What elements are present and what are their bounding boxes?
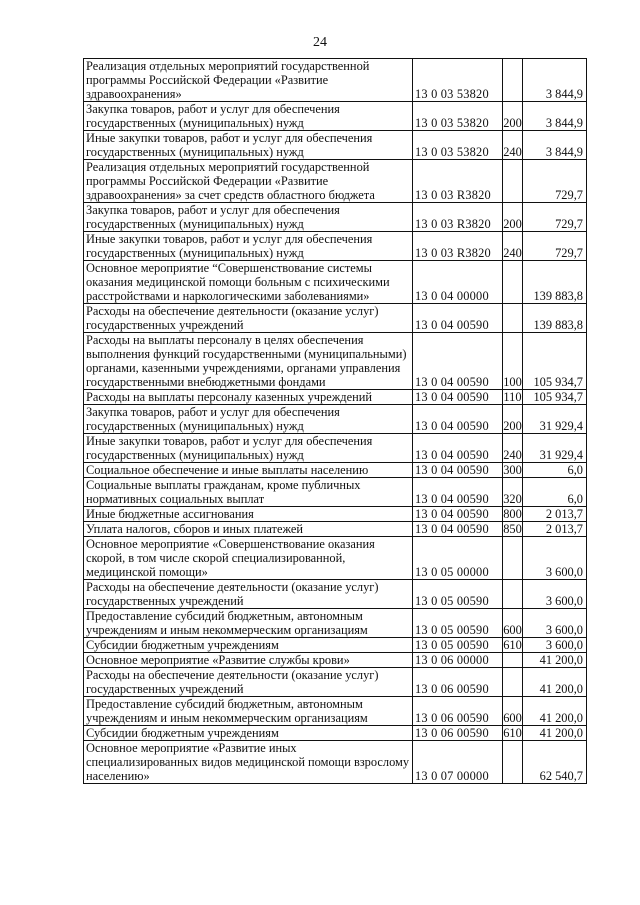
row-amount: 41 200,0 bbox=[523, 726, 587, 741]
row-name: Субсидии бюджетным учреждениям bbox=[84, 726, 413, 741]
row-name: Расходы на обеспечение деятельности (оказание услуг) государственных учреждений bbox=[84, 580, 413, 609]
row-expense-type bbox=[503, 261, 523, 304]
row-target-code: 13 0 03 R3820 bbox=[413, 203, 503, 232]
row-expense-type: 320 bbox=[503, 478, 523, 507]
row-target-code: 13 0 05 00000 bbox=[413, 537, 503, 580]
table-row bbox=[84, 609, 587, 638]
row-name: Уплата налогов, сборов и иных платежей bbox=[84, 522, 413, 537]
row-name: Социальное обеспечение и иные выплаты населению bbox=[84, 463, 413, 478]
row-expense-type bbox=[503, 59, 523, 102]
row-target-code: 13 0 04 00000 bbox=[413, 261, 503, 304]
row-name: Иные закупки товаров, работ и услуг для обеспечения государственных (муниципальных) нужд bbox=[84, 131, 413, 160]
row-name: Закупка товаров, работ и услуг для обеспечения государственных (муниципальных) нужд bbox=[84, 405, 413, 434]
table-row bbox=[84, 653, 587, 668]
row-name: Закупка товаров, работ и услуг для обеспечения государственных (муниципальных) нужд bbox=[84, 102, 413, 131]
row-expense-type: 600 bbox=[503, 609, 523, 638]
table-row bbox=[84, 434, 587, 463]
row-name: Иные закупки товаров, работ и услуг для обеспечения государственных (муниципальных) нужд bbox=[84, 434, 413, 463]
table-row bbox=[84, 580, 587, 609]
row-name: Социальные выплаты гражданам, кроме публичных нормативных социальных выплат bbox=[84, 478, 413, 507]
row-name: Расходы на обеспечение деятельности (оказание услуг) государственных учреждений bbox=[84, 304, 413, 333]
row-name: Иные закупки товаров, работ и услуг для обеспечения государственных (муниципальных) нужд bbox=[84, 232, 413, 261]
row-amount: 3 600,0 bbox=[523, 609, 587, 638]
table-row bbox=[84, 463, 587, 478]
row-name: Субсидии бюджетным учреждениям bbox=[84, 638, 413, 653]
row-amount: 729,7 bbox=[523, 203, 587, 232]
table-row bbox=[84, 160, 587, 203]
table-row bbox=[84, 102, 587, 131]
row-target-code: 13 0 03 R3820 bbox=[413, 160, 503, 203]
row-expense-type: 240 bbox=[503, 232, 523, 261]
row-target-code: 13 0 04 00590 bbox=[413, 522, 503, 537]
row-amount: 41 200,0 bbox=[523, 653, 587, 668]
table-row bbox=[84, 405, 587, 434]
row-amount: 139 883,8 bbox=[523, 304, 587, 333]
table-row bbox=[84, 638, 587, 653]
row-amount: 62 540,7 bbox=[523, 741, 587, 784]
row-target-code: 13 0 06 00590 bbox=[413, 726, 503, 741]
row-name: Расходы на выплаты персоналу казенных учреждений bbox=[84, 390, 413, 405]
row-amount: 3 600,0 bbox=[523, 638, 587, 653]
table-row bbox=[84, 59, 587, 102]
row-expense-type: 610 bbox=[503, 638, 522, 652]
row-name: Основное мероприятие «Развитие службы крови» bbox=[84, 653, 413, 668]
row-amount: 729,7 bbox=[523, 160, 587, 203]
row-target-code: 13 0 03 53820 bbox=[413, 102, 503, 131]
row-amount: 3 844,9 bbox=[523, 102, 587, 131]
table-row bbox=[84, 390, 587, 405]
row-amount: 41 200,0 bbox=[523, 668, 587, 697]
row-target-code: 13 0 04 00590 bbox=[413, 478, 503, 507]
row-expense-type bbox=[503, 537, 523, 580]
row-target-code: 13 0 06 00590 bbox=[413, 668, 503, 697]
row-expense-type: 610 bbox=[503, 726, 522, 740]
table-row bbox=[84, 522, 587, 537]
row-amount: 3 844,9 bbox=[523, 131, 587, 160]
row-expense-type bbox=[503, 741, 523, 784]
row-amount: 105 934,7 bbox=[523, 333, 587, 390]
row-amount: 41 200,0 bbox=[523, 697, 587, 726]
row-name: Предоставление субсидий бюджетным, автономным учреждениям и иным некоммерческим организациям bbox=[84, 609, 413, 638]
row-expense-type: 850 bbox=[503, 522, 522, 536]
row-name: Основное мероприятие «Развитие иных специализированных видов медицинской помощи взрослому населению» bbox=[84, 741, 413, 784]
row-amount: 6,0 bbox=[523, 463, 587, 478]
row-name: Расходы на обеспечение деятельности (оказание услуг) государственных учреждений bbox=[84, 668, 413, 697]
row-amount: 3 844,9 bbox=[523, 59, 587, 102]
row-expense-type: 240 bbox=[503, 434, 523, 463]
row-target-code: 13 0 03 R3820 bbox=[413, 232, 503, 261]
row-amount: 31 929,4 bbox=[523, 434, 587, 463]
table-row bbox=[84, 741, 587, 784]
row-expense-type: 200 bbox=[503, 203, 523, 232]
table-row bbox=[84, 537, 587, 580]
row-target-code: 13 0 06 00000 bbox=[413, 653, 503, 668]
row-expense-type bbox=[503, 304, 523, 333]
row-expense-type bbox=[503, 160, 523, 203]
row-name: Иные бюджетные ассигнования bbox=[84, 507, 413, 522]
table-row bbox=[84, 478, 587, 507]
row-amount: 139 883,8 bbox=[523, 261, 587, 304]
row-target-code: 13 0 06 00590 bbox=[413, 697, 503, 726]
row-name: Реализация отдельных мероприятий государственной программы Российской Федерации «Развитие здравоохранения» bbox=[84, 59, 413, 102]
row-expense-type: 300 bbox=[503, 463, 522, 477]
row-name: Закупка товаров, работ и услуг для обеспечения государственных (муниципальных) нужд bbox=[84, 203, 413, 232]
row-expense-type bbox=[503, 668, 523, 697]
row-target-code: 13 0 04 00590 bbox=[413, 304, 503, 333]
row-expense-type: 240 bbox=[503, 131, 523, 160]
row-target-code: 13 0 04 00590 bbox=[413, 390, 503, 405]
table-row bbox=[84, 697, 587, 726]
budget-table bbox=[83, 58, 587, 784]
row-amount: 3 600,0 bbox=[523, 580, 587, 609]
row-amount: 105 934,7 bbox=[523, 390, 587, 405]
row-expense-type: 110 bbox=[503, 390, 522, 404]
row-expense-type: 200 bbox=[503, 102, 523, 131]
row-target-code: 13 0 04 00590 bbox=[413, 405, 503, 434]
row-name: Основное мероприятие “Совершенствование системы оказания медицинской помощи больным с психическими расстройствами и наркологическими заболеваниями» bbox=[84, 261, 413, 304]
row-name: Расходы на выплаты персоналу в целях обеспечения выполнения функций государственными (муниципальными) органами, казенными учреждениями, органами управления государственными внебюджетными фондами bbox=[84, 333, 413, 390]
row-name: Реализация отдельных мероприятий государственной программы Российской Федерации «Развитие здравоохранения» за счет средств областного бюджета bbox=[84, 160, 413, 203]
row-expense-type: 100 bbox=[503, 333, 523, 390]
row-amount: 3 600,0 bbox=[523, 537, 587, 580]
row-target-code: 13 0 03 53820 bbox=[413, 59, 503, 102]
row-amount: 6,0 bbox=[523, 478, 587, 507]
row-name: Основное мероприятие «Совершенствование оказания скорой, в том числе скорой специализированной, медицинской помощи» bbox=[84, 537, 413, 580]
row-amount: 2 013,7 bbox=[523, 507, 587, 522]
table-row bbox=[84, 668, 587, 697]
page-number: 24 bbox=[313, 35, 327, 50]
row-name: Предоставление субсидий бюджетным, автономным учреждениям и иным некоммерческим организациям bbox=[84, 697, 413, 726]
table-row bbox=[84, 203, 587, 232]
row-expense-type: 200 bbox=[503, 405, 523, 434]
row-target-code: 13 0 04 00590 bbox=[413, 463, 503, 478]
row-target-code: 13 0 03 53820 bbox=[413, 131, 503, 160]
table-row bbox=[84, 726, 587, 741]
row-expense-type: 600 bbox=[503, 697, 523, 726]
table-row bbox=[84, 232, 587, 261]
table-row bbox=[84, 131, 587, 160]
row-target-code: 13 0 05 00590 bbox=[413, 638, 503, 653]
table-row bbox=[84, 507, 587, 522]
row-target-code: 13 0 05 00590 bbox=[413, 609, 503, 638]
table-row bbox=[84, 304, 587, 333]
row-amount: 729,7 bbox=[523, 232, 587, 261]
row-expense-type: 800 bbox=[503, 507, 522, 521]
row-target-code: 13 0 04 00590 bbox=[413, 434, 503, 463]
row-target-code: 13 0 07 00000 bbox=[413, 741, 503, 784]
table-row bbox=[84, 261, 587, 304]
row-target-code: 13 0 05 00590 bbox=[413, 580, 503, 609]
row-expense-type bbox=[503, 580, 523, 609]
row-amount: 2 013,7 bbox=[523, 522, 587, 537]
row-target-code: 13 0 04 00590 bbox=[413, 333, 503, 390]
table-row bbox=[84, 333, 587, 390]
row-target-code: 13 0 04 00590 bbox=[413, 507, 503, 522]
row-expense-type bbox=[503, 653, 523, 668]
row-amount: 31 929,4 bbox=[523, 405, 587, 434]
